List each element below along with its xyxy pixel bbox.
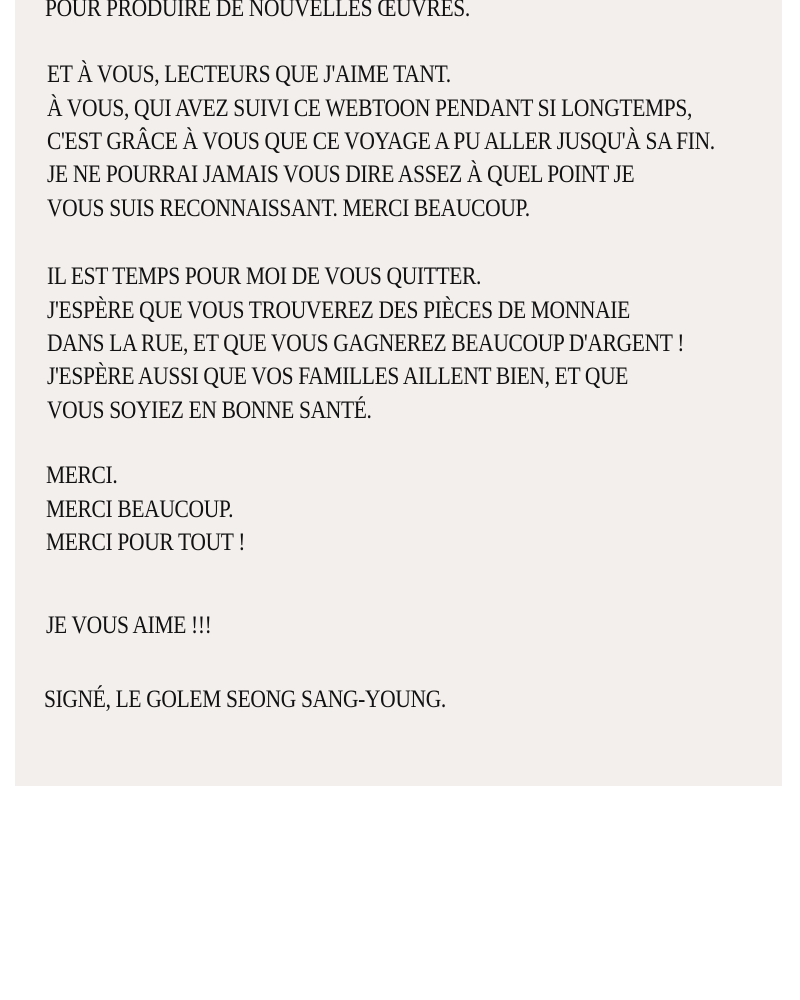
farewell-line-1: IL EST TEMPS POUR MOI DE VOUS QUITTER. (47, 263, 482, 290)
readers-line-3: C'EST GRÂCE À VOUS QUE CE VOYAGE A PU ALLER JUSQU'À SA FIN. (47, 128, 715, 155)
readers-line-2: À VOUS, QUI AVEZ SUIVI CE WEBTOON PENDANT SI LONGTEMPS, (47, 95, 693, 122)
readers-line-5: VOUS SUIS RECONNAISSANT. MERCI BEAUCOUP. (47, 195, 530, 222)
thanks-line-1: MERCI. (46, 462, 118, 489)
intro-tail-line: POUR PRODUIRE DE NOUVELLES ŒUVRES. (45, 0, 470, 22)
farewell-line-2: J'ESPÈRE QUE VOUS TROUVEREZ DES PIÈCES DE MONNAIE (47, 297, 630, 324)
farewell-line-4: J'ESPÈRE AUSSI QUE VOS FAMILLES AILLENT BIEN, ET QUE (47, 363, 629, 390)
farewell-line-3: DANS LA RUE, ET QUE VOUS GAGNEREZ BEAUCOUP D'ARGENT ! (47, 330, 685, 357)
readers-line-1: ET À VOUS, LECTEURS QUE J'AIME TANT. (47, 61, 451, 88)
readers-line-4: JE NE POURRAI JAMAIS VOUS DIRE ASSEZ À QUEL POINT JE (47, 161, 635, 188)
love-line: JE VOUS AIME !!! (46, 612, 212, 639)
thanks-line-3: MERCI POUR TOUT ! (46, 529, 246, 556)
letter-panel (15, 0, 782, 786)
farewell-line-5: VOUS SOYIEZ EN BONNE SANTÉ. (47, 397, 372, 424)
signature-line: SIGNÉ, LE GOLEM SEONG SANG-YOUNG. (44, 686, 446, 713)
thanks-line-2: MERCI BEAUCOUP. (46, 496, 234, 523)
